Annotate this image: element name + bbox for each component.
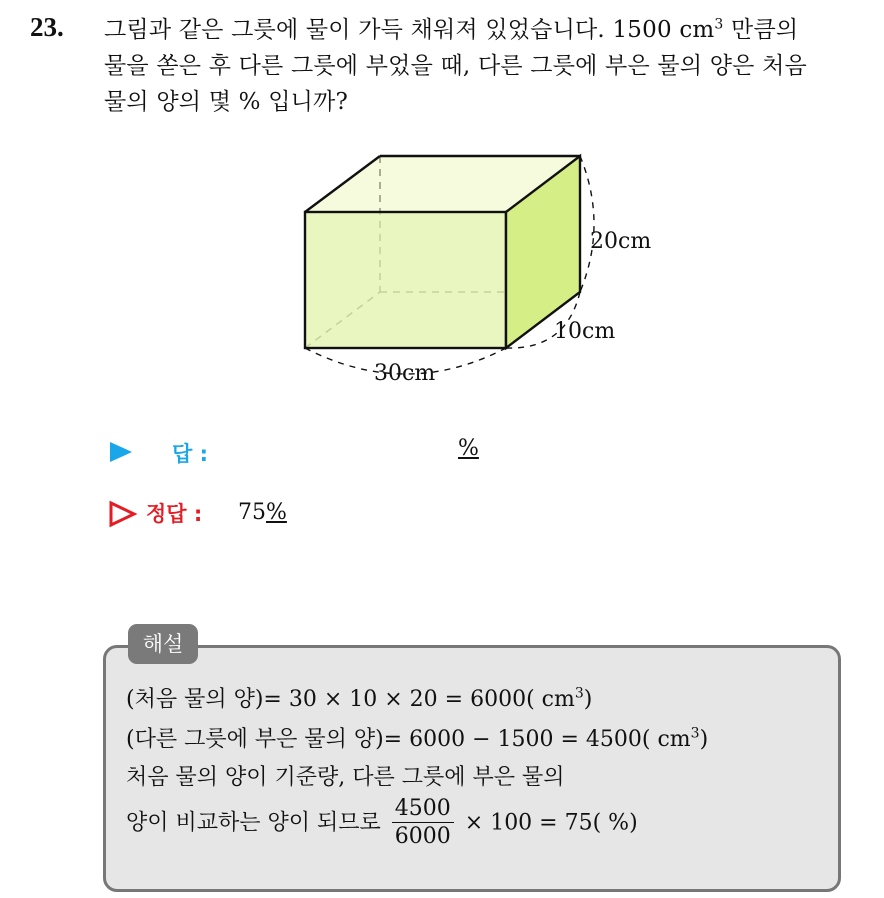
solution-line-4: 양이 비교하는 양이 되므로 $\frac{4500}{6000}$ × 100 = 75( %)	[126, 796, 638, 849]
solution-fraction: $\frac{4500}{6000}$	[392, 796, 454, 851]
solution-line-3: 처음 물의 양이 기준량, 다른 그릇에 부은 물의	[126, 765, 565, 790]
question-line-1: 그림과 같은 그릇에 물이 가득 채워져 있었습니다. 1500 $cm^3$ 만큼의	[104, 16, 799, 43]
solution-line-1: (처음 물의 양)= 30 × 10 × 20 = 6000( $cm^3$)	[126, 685, 593, 712]
question-number: 23.	[30, 12, 64, 42]
answer-label: 답 :	[172, 442, 208, 466]
answer-unit: %	[458, 436, 479, 461]
height-label: 20cm	[590, 229, 652, 254]
box-front-face	[305, 212, 506, 348]
height-arc	[580, 156, 594, 292]
correct-answer-value: 75%	[238, 500, 287, 525]
correct-answer-label: 정답 :	[146, 502, 203, 526]
correct-answer-row	[108, 496, 508, 536]
solution-tag: 해설	[128, 624, 198, 664]
depth-label: 10cm	[554, 319, 616, 344]
question-text	[104, 12, 864, 120]
width-label: 30cm	[374, 361, 436, 386]
box-figure	[290, 140, 680, 400]
correct-marker-icon	[108, 500, 138, 528]
question-line-3: 물의 양의 몇 % 입니까?	[104, 89, 348, 115]
question-line-2: 물을 쏟은 후 다른 그릇에 부었을 때, 다른 그릇에 부은 물의 양은 처음	[104, 53, 807, 79]
answer-row	[108, 434, 508, 474]
answer-marker-icon	[108, 440, 134, 464]
solution-line-2: (다른 그릇에 부은 물의 양)= 6000 − 1500 = 4500( $cm^3$)	[126, 725, 709, 752]
